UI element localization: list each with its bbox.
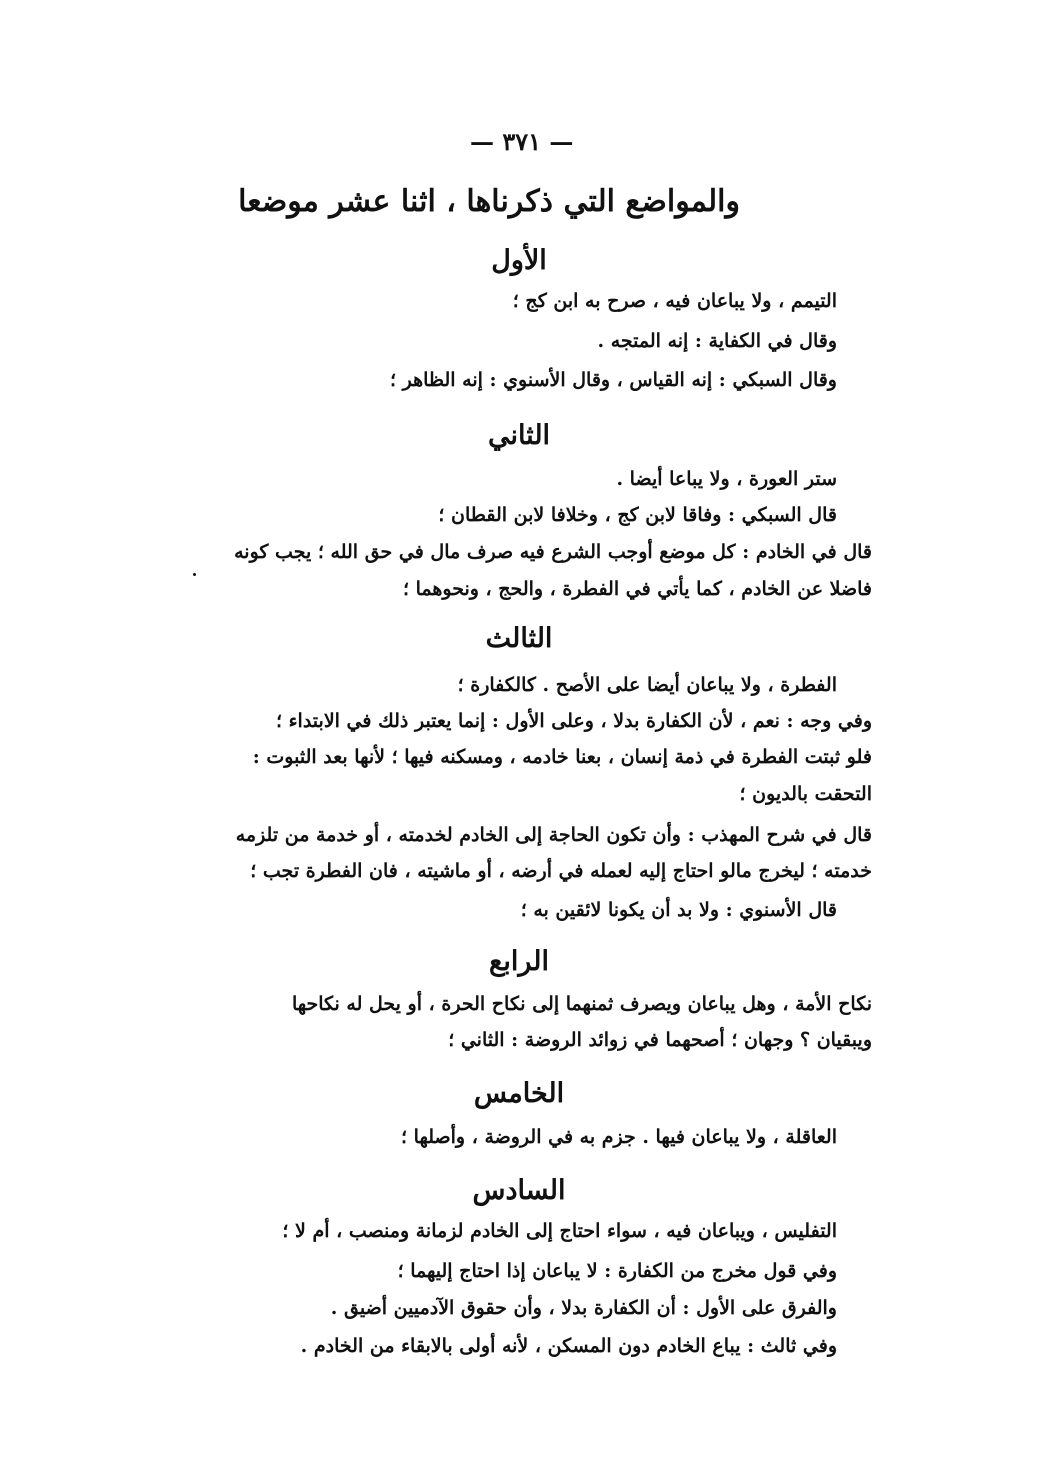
text-line: نكاح الأمة ، وهل يباعان ويصرف ثمنهما إلى نكاح الحرة ، أو يحل له نكاحها — [291, 993, 872, 1015]
text-line: فاضلا عن الخادم ، كما يأتي في الفطرة ، والحج ، ونحوهما ؛ — [402, 578, 872, 600]
text-line: وفي وجه : نعم ، لأن الكفارة بدلا ، وعلى الأول : إنما يعتبر ذلك في الابتداء ؛ — [275, 710, 872, 732]
stray-dot-mark — [193, 573, 196, 576]
page-number: — ٣٧١ — — [470, 127, 574, 156]
intro-heading: والمواضع التي ذكرناها ، اثنا عشر موضعا — [238, 184, 740, 219]
text-line: ستر العورة ، ولا يباعا أيضا . — [616, 468, 837, 490]
section-heading-3: الثالث — [485, 623, 553, 654]
text-line: قال في الخادم : كل موضع أوجب الشرع فيه صرف مال في حق الله ؛ يجب كونه — [234, 541, 872, 563]
section-heading-1: الأول — [491, 245, 547, 276]
text-line: خدمته ؛ ليخرج مالو احتاج إليه لعمله في أرضه ، أو ماشيته ، فان الفطرة تجب ؛ — [250, 860, 872, 882]
text-line: ويبقيان ؟ وجهان ؛ أصحهما في زوائد الروضة : الثاني ؛ — [448, 1029, 872, 1051]
text-line: وفي ثالث : يباع الخادم دون المسكن ، لأنه أولى بالابقاء من الخادم . — [300, 1335, 837, 1357]
text-line: التيمم ، ولا يباعان فيه ، صرح به ابن كج ؛ — [512, 290, 837, 312]
text-line: وقال في الكفاية : إنه المتجه . — [597, 330, 837, 352]
text-line: العاقلة ، ولا يباعان فيها . جزم به في الروضة ، وأصلها ؛ — [401, 1126, 837, 1148]
text-line: التفليس ، ويباعان فيه ، سواء احتاج إلى الخادم لزمانة ومنصب ، أم لا ؛ — [282, 1220, 837, 1242]
text-line: وقال السبكي : إنه القياس ، وقال الأسنوي : إنه الظاهر ؛ — [389, 369, 837, 391]
text-line: الفطرة ، ولا يباعان أيضا على الأصح . كالكفارة ؛ — [457, 674, 837, 696]
section-heading-6: السادس — [472, 1175, 566, 1206]
section-heading-5: الخامس — [473, 1078, 565, 1109]
text-line: قال في شرح المهذب : وأن تكون الحاجة إلى الخادم لخدمته ، أو خدمة من تلزمه — [235, 824, 872, 846]
text-line: قال السبكي : وفاقا لابن كج ، وخلافا لابن القطان ؛ — [438, 504, 837, 526]
text-line: التحقت بالديون ؛ — [739, 783, 872, 805]
section-heading-4: الرابع — [488, 946, 549, 977]
text-line: فلو ثبتت الفطرة في ذمة إنسان ، بعنا خادمه ، ومسكنه فيها ؛ لأنها بعد الثبوت : — [252, 746, 872, 768]
text-line: والفرق على الأول : أن الكفارة بدلا ، وأن حقوق الآدميين أضيق . — [330, 1297, 837, 1319]
text-line: وفي قول مخرج من الكفارة : لا يباعان إذا احتاج إليهما ؛ — [397, 1260, 837, 1282]
section-heading-2: الثاني — [487, 420, 551, 451]
text-line: قال الأسنوي : ولا بد أن يكونا لائقين به ؛ — [520, 899, 837, 921]
